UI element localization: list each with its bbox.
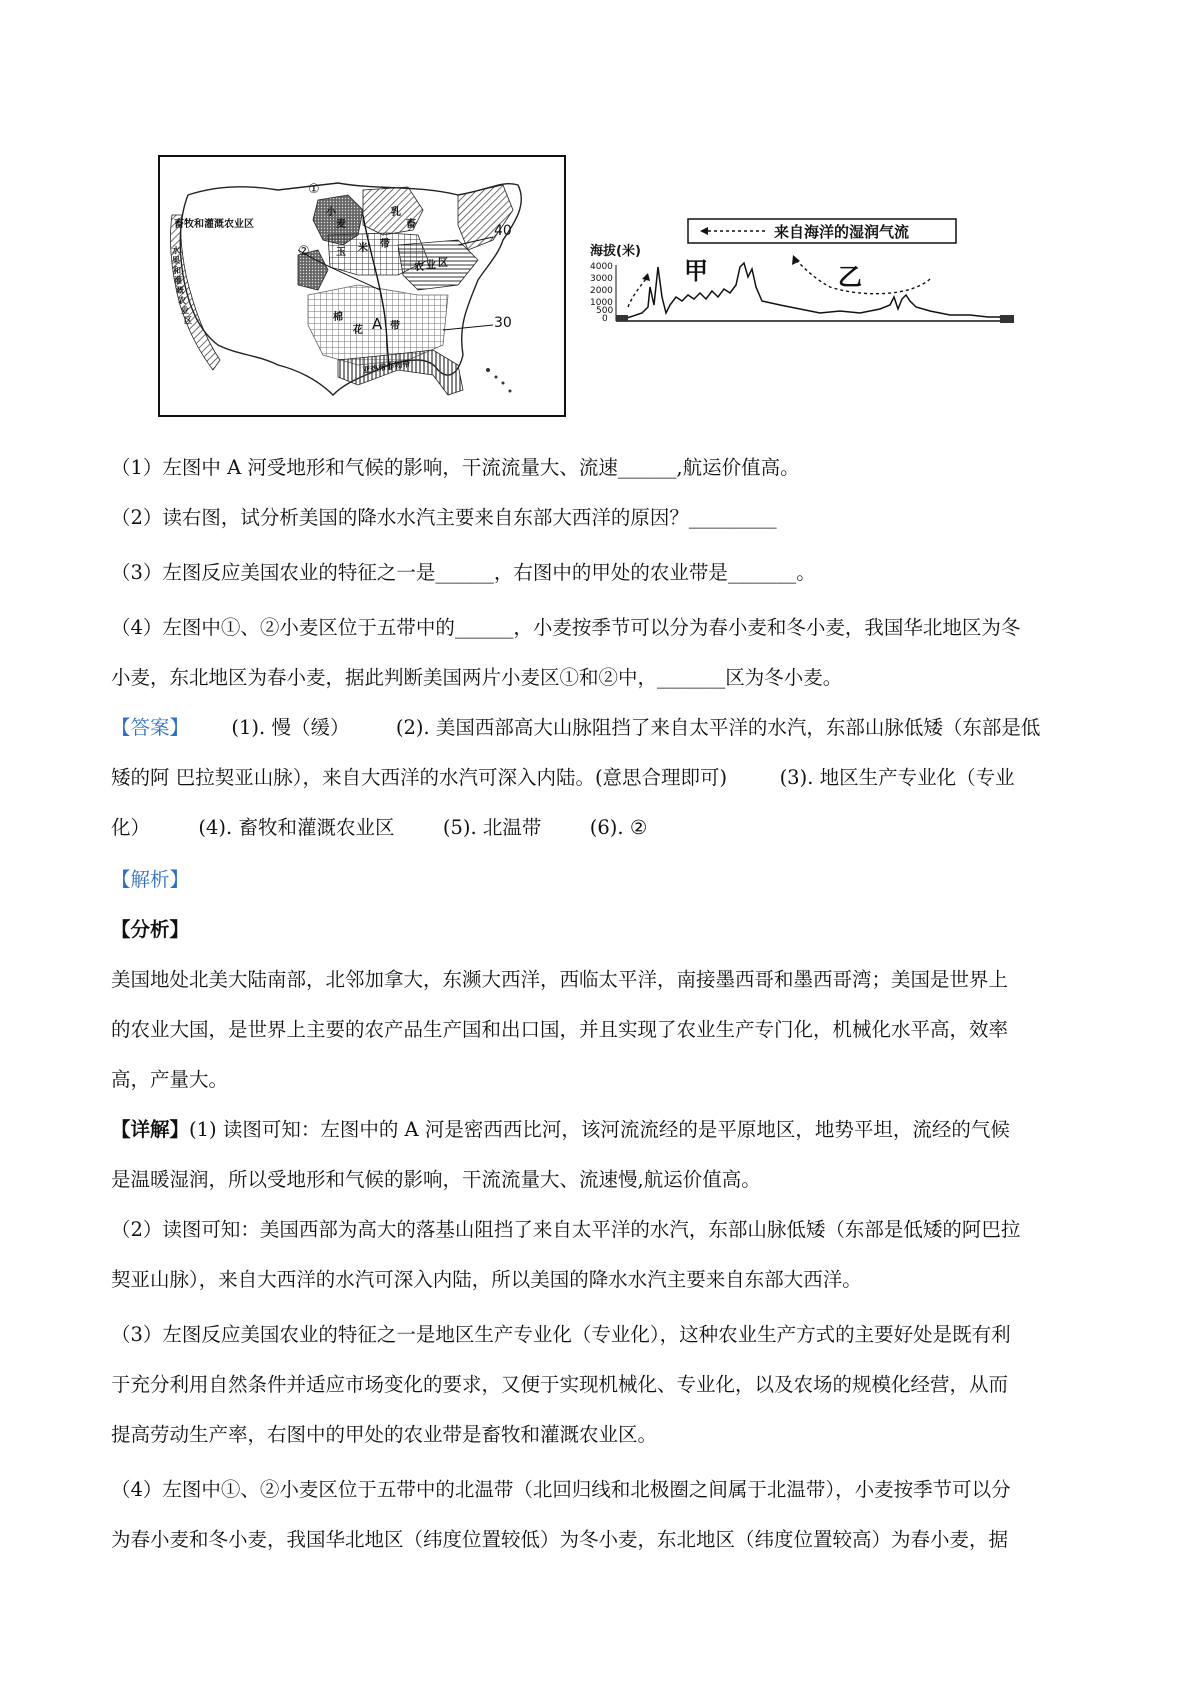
xiangjie-tag: 【详解】 — [111, 1118, 190, 1141]
coast-char-7: 业 — [181, 306, 189, 315]
mixed-char-1: 农 — [414, 262, 424, 273]
lat40-label: 40 — [494, 223, 512, 239]
y-tick-1000: 1000 — [590, 298, 613, 308]
xiangjie-line-7: 提高劳动生产率，右图中的甲处的农业带是畜牧和灌溉农业区。 — [111, 1423, 658, 1446]
q1-blank: ______ — [617, 456, 677, 479]
fenxi-line-1: 美国地处北美大陆南部，北邻加拿大，东濒大西洋，西临太平洋，南接墨西哥和墨西哥湾；美国是世界上 — [111, 968, 1009, 991]
coast-char-6: 农 — [178, 296, 186, 305]
y-axis-label: 海拔(米) — [590, 244, 641, 259]
label-yi: 乙 — [838, 263, 862, 291]
answer-line-2 — [111, 764, 1091, 792]
q3-text-end: 。 — [796, 561, 816, 584]
mixed-char-3: 区 — [438, 258, 448, 269]
corn-char-2: 米 — [358, 243, 368, 254]
xiangjie-line-2: 是温暖湿润，所以受地形和气候的影响，干流流量大、流速慢,航运价值高。 — [111, 1168, 761, 1191]
answer-6: (6). ② — [589, 816, 648, 839]
lat30-label: 30 — [494, 315, 512, 331]
xiangjie-line-4: 契亚山脉），来自大西洋的水汽可深入内陆，所以美国的降水水汽主要来自东部大西洋。 — [111, 1268, 862, 1291]
answer-1: (1). 慢（缓） — [231, 716, 350, 739]
q3-text: （3）左图反应美国农业的特征之一是 — [111, 561, 436, 584]
y-tick-4000: 4000 — [590, 262, 613, 272]
circle2-label: ② — [298, 244, 310, 259]
q3-text-mid: ，右图中的甲处的农业带是 — [493, 561, 728, 584]
xiangjie-line-8: （4）左图中①、②小麦区位于五带中的北温带（北回归线和北极圈之间属于北温带），小麦按季节可以分 — [111, 1478, 1011, 1501]
y-tick-3000: 3000 — [590, 274, 613, 284]
coast-char-8: 区 — [184, 316, 192, 325]
fenxi-tag: 【分析】 — [111, 918, 190, 941]
answer-4: (4). 畜牧和灌溉农业区 — [198, 816, 395, 839]
cotton-char-3: 带 — [390, 321, 400, 332]
q1-text-end: ,航运价值高。 — [676, 456, 800, 479]
legend-text: 来自海洋的湿润气流 — [774, 223, 910, 241]
question-1 — [111, 454, 1091, 482]
terrain-profile — [590, 217, 1030, 357]
river-a-label: A — [372, 315, 383, 333]
answer-3-part-2: 化） — [111, 816, 151, 839]
q4-text-end: ，小麦按季节可以分为春小麦和冬小麦，我国华北地区为冬 — [513, 616, 1021, 639]
us-agriculture-map — [158, 155, 566, 417]
answer-line-1 — [111, 714, 1091, 742]
corn-char-1: 玉 — [336, 247, 346, 258]
xiangjie-line-9: 为春小麦和冬小麦，我国华北地区（纬度位置较低）为冬小麦，东北地区（纬度位置较高）为春小麦，据 — [111, 1528, 1009, 1551]
cotton-char-1: 棉 — [333, 312, 343, 323]
coast-char-5: 溉 — [176, 286, 184, 295]
answer-5: (5). 北温带 — [442, 816, 542, 839]
coast-char-3: 和 — [173, 266, 181, 275]
wheat-char-2: 麦 — [336, 219, 346, 230]
question-4-line-1 — [111, 614, 1091, 642]
xiangjie-line-5: （3）左图反应美国农业的特征之一是地区生产专业化（专业化），这种农业生产方式的主要好处是既有利 — [111, 1323, 1011, 1346]
fenxi-line-3: 高，产量大。 — [111, 1068, 229, 1091]
answer-tag: 【答案】 — [111, 716, 190, 739]
q1-text: （1）左图中 A 河受地形和气候的影响，干流流量大、流速 — [111, 456, 618, 479]
circle1-label: ① — [308, 182, 320, 197]
analysis-tag: 【解析】 — [111, 868, 190, 891]
q4-blank: ______ — [454, 616, 514, 639]
subtropical-label: 亚热带作物带 — [362, 359, 411, 375]
xiangjie-line-3: （2）读图可知：美国西部为高大的落基山阻挡了来自太平洋的水汽，东部山脉低矮（东部是低矮的阿巴拉 — [111, 1218, 1021, 1241]
dairy-char-1: 乳 — [391, 207, 401, 218]
coast-char-1: 水 — [172, 246, 180, 255]
answer-2-part-2: 矮的阿 巴拉契亚山脉），来自大西洋的水汽可深入内陆。(意思合理即可) — [111, 766, 728, 789]
xiangjie-line-6: 于充分利用自然条件并适应市场变化的要求，又便于实现机械化、专业化，以及农场的规模化经营，从而 — [111, 1373, 1009, 1396]
answer-3-part-1: (3). 地区生产专业化（专业 — [779, 766, 1015, 789]
q3-blank-1: ______ — [435, 561, 494, 584]
dairy-char-2: 畜 — [406, 219, 416, 230]
corn-char-3: 带 — [380, 239, 390, 250]
question-3 — [111, 559, 1091, 587]
fenxi-line-2: 的农业大国，是世界上主要的农产品生产国和出口国，并且实现了农业生产专门化，机械化水平高，效率 — [111, 1018, 1009, 1041]
xiangjie-line-1 — [111, 1116, 1091, 1144]
pasture-region-label: 畜牧和灌溉农业区 — [174, 219, 254, 230]
q2-blank: _________ — [688, 506, 777, 529]
coast-char-4: 灌 — [174, 276, 182, 285]
coast-char-2: 果 — [172, 256, 180, 265]
answer-2-part-1: (2). 美国西部高大山脉阻挡了来自太平洋的水汽，东部山脉低矮（东部是低 — [395, 716, 1041, 739]
mixed-char-2: 业 — [426, 260, 436, 271]
q4b-text-end: 区为冬小麦。 — [725, 666, 843, 689]
q3-blank-2: _______ — [727, 561, 797, 584]
cotton-char-2: 花 — [353, 325, 363, 336]
wheat-char-1: 小 — [326, 207, 336, 218]
y-tick-0: 0 — [602, 314, 608, 324]
xiangjie-text-1: (1) 读图可知：左图中的 A 河是密西西比河，该河流流经的是平原地区，地势平坦，流经的气候 — [189, 1118, 1010, 1141]
q4b-text: 小麦，东北地区为春小麦，据此判断美国两片小麦区①和②中， — [111, 666, 658, 689]
question-2 — [111, 504, 1091, 532]
y-tick-2000: 2000 — [590, 286, 613, 296]
answer-line-3 — [111, 814, 1091, 842]
y-tick-500: 500 — [596, 306, 614, 316]
q2-text: （2）读右图，试分析美国的降水水汽主要来自东部大西洋的原因？ — [111, 506, 689, 529]
question-4-line-2 — [111, 664, 1091, 692]
label-jia: 甲 — [684, 257, 708, 285]
q4b-blank: _______ — [657, 666, 726, 689]
q4-text: （4）左图中①、②小麦区位于五带中的 — [111, 616, 455, 639]
